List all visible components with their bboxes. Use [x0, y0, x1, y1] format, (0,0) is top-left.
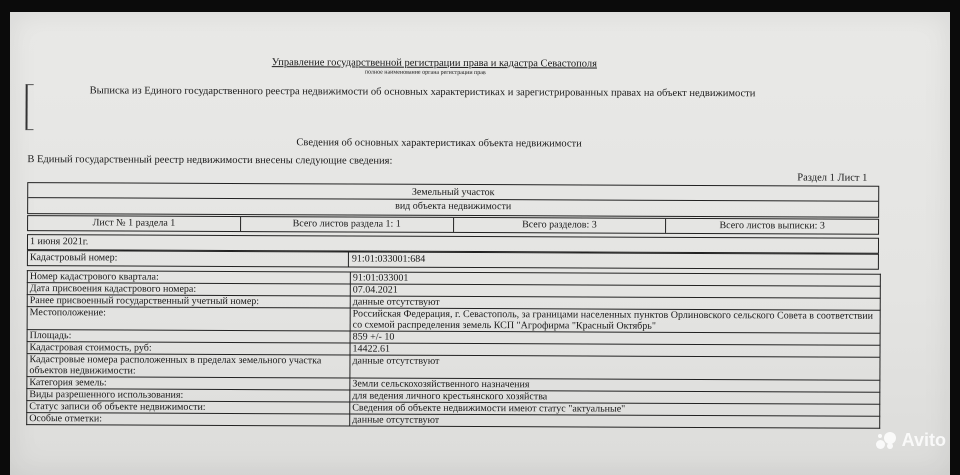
sheet-reference: Раздел 1 Лист 1	[797, 172, 868, 184]
watermark-text: Avito	[901, 430, 946, 450]
properties-table	[26, 270, 881, 429]
sheets-in-section: Всего листов раздела 1: 1	[241, 217, 454, 232]
sections-total: Всего разделов: 3	[454, 218, 667, 233]
object-type-caption: вид объекта недвижимости	[395, 200, 512, 213]
property-value: Российская Федерация, г. Севастополь, за границами населенных пунктов Орлиновского сельского Совета в соответствии со схемой распределения земель КСП "Агрофирма "Красный Октябрь"	[350, 308, 880, 333]
cadastral-number-label: Кадастровый номер:	[29, 252, 118, 264]
divider	[348, 252, 349, 266]
property-label: Кадастровая стоимость, руб:	[27, 342, 350, 355]
extract-title: Выписка из Единого государственного реестра недвижимости об основных характеристиках и зарегистрированных правах на объект недвижимости	[89, 85, 756, 100]
property-label: Площадь:	[27, 330, 350, 343]
property-value: Земли сельскохозяйственного назначения	[350, 378, 880, 392]
property-value: 859 +/- 10	[350, 331, 880, 345]
property-value: 91:01:033001	[350, 272, 880, 286]
property-value: данные отсутствуют	[350, 355, 880, 380]
property-label: Статус записи об объекте недвижимости:	[27, 401, 350, 414]
document-photo	[10, 12, 950, 475]
avito-logo-icon	[876, 432, 898, 450]
object-type: Земельный участок	[411, 186, 495, 199]
cadastral-number-row	[27, 250, 879, 270]
issue-date: 1 июня 2021г.	[29, 236, 89, 248]
section-intro: В Единый государственный реестр недвижимости внесены следующие сведения:	[27, 154, 393, 167]
sheet-info-row	[27, 215, 879, 235]
cadastral-number-value: 91:01:033001:684	[351, 253, 426, 265]
property-label: Местоположение:	[27, 307, 350, 331]
property-value: данные отсутствуют	[350, 414, 880, 428]
object-type-box	[27, 182, 879, 218]
property-label: Номер кадастрового квартала:	[27, 271, 350, 284]
property-value: 07.04.2021	[350, 284, 880, 298]
sheets-total: Всего листов выписки: 3	[719, 220, 825, 232]
property-label: Кадастровые номера расположенных в пределах земельного участка объектов недвижимости:	[27, 354, 350, 378]
document-page	[10, 12, 950, 475]
property-label: Особые отметки:	[27, 413, 350, 426]
margin-bracket	[25, 84, 33, 130]
property-label: Категория земель:	[27, 377, 350, 390]
sheet-number: Лист № 1 раздела 1	[28, 216, 241, 231]
property-value: 14422.61	[350, 343, 880, 357]
avito-watermark	[876, 430, 946, 451]
authority-name: Управление государственной регистрации права и кадастра Севастополя	[271, 57, 597, 70]
property-label: Виды разрешенного использования:	[27, 389, 350, 402]
property-value: для ведения личного крестьянского хозяйства	[350, 390, 880, 404]
authority-caption: полное наименование органа регистрации прав	[364, 69, 486, 77]
section-heading: Сведения об основных характеристиках объекта недвижимости	[296, 137, 582, 150]
property-value: данные отсутствуют	[350, 296, 880, 310]
property-label: Дата присвоения кадастрового номера:	[27, 283, 350, 296]
property-label: Ранее присвоенный государственный учетный номер:	[27, 295, 350, 308]
property-value: Сведения об объекте недвижимости имеют статус "актуальные"	[350, 402, 880, 416]
table-row	[27, 413, 880, 429]
